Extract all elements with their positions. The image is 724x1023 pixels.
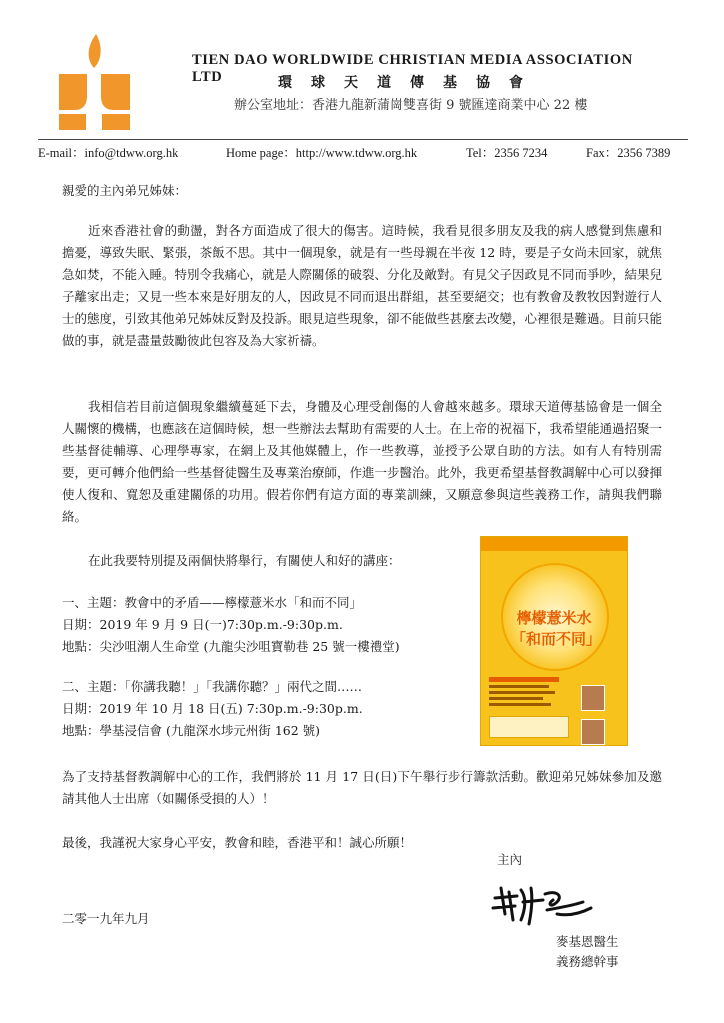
organization-name-chinese: 環球天道傳基協會 [278, 75, 542, 91]
in-the-lord: 主內 [497, 852, 523, 867]
signer-name: 麥基恩醫生 [556, 934, 619, 949]
email-link[interactable]: E-mail：info@tdww.org.hk [38, 146, 179, 160]
contact-bar [38, 139, 688, 162]
signatory [556, 932, 619, 972]
paragraph-3: 為了支持基督教調解中心的工作，我們將於 11 月 17 日(日)下午舉行步行籌款活動。歡迎弟兄姊妹參加及邀請其他人士出席（如關係受損的人）！ [62, 769, 662, 806]
telephone: Tel：2356 7234 [466, 146, 548, 160]
salutation: 親愛的主內弟兄姊妹： [62, 183, 188, 198]
poster-event-info [489, 677, 571, 738]
fax: Fax：2356 7389 [586, 146, 671, 160]
letter-date: 二零一九年九月 [62, 911, 150, 926]
paragraph-1: 近來香港社會的動盪，對各方面造成了很大的傷害。這時候，我看見很多朋友及我的病人感覺到焦慮和擔憂，導致失眠、緊張，茶飯不思。其中一個現象，就是有一些母親在半夜 12 時，要是子女尚未回家，就焦急如焚，不能入睡。特別令我痛心，就是人際關係的破裂、分化及敵對。有見父子因政見不同而爭吵，結果兒子離家出走；又見一些本來是好朋友的人，因政見不同而退出群組，甚至要絕交；也有教會及教牧因對遊行人士的態度，引致其他弟兄姊妹反對及投訴。眼見這些現象，卻不能做些甚麼去改變，心裡很是難過。目前只能做的事，就是盡量鼓勵彼此包容及為大家祈禱。 [62, 223, 663, 348]
handwritten-signature [487, 880, 597, 930]
organization-name-english: TIEN DAO WORLDWIDE CHRISTIAN MEDIA ASSOCIATION LTD [192, 52, 633, 85]
poster-header-ribbon [481, 537, 627, 551]
paragraph-2: 我相信若目前這個現象繼續蔓延下去，身體及心理受創傷的人會越來越多。環球天道傳基協會是一個全人關懷的機構，也應該在這個時候，想一些辦法去幫助有需要的人士。在上帝的祝福下，我希望能通過招聚一些基督徒輔導、心理學專家，在網上及其他媒體上，作一些教導，並授予公眾自助的方法。如有人有特別需要，更可轉介他們給一些基督徒醫生及專業治療師，作進一步醫治。此外，我更希望基督教調解中心可以發揮使人復和、寬恕及重建關係的功用。假若你們有這方面的專業訓練，又願意參與這些義務工作，請與我們聯絡。 [62, 399, 663, 524]
talk-1-venue: 地點：尖沙咀潮人生命堂 (九龍尖沙咀寶勒巷 25 號一樓禮堂) [62, 639, 400, 654]
talk-2-venue: 地點：學基浸信會 (九龍深水埗元州街 162 號) [62, 723, 321, 738]
poster-title: 檸檬薏米水「和而不同」 [511, 609, 602, 648]
talks-intro: 在此我要特別提及兩個快將舉行，有關使人和好的講座： [88, 553, 401, 568]
closing: 最後，我謹祝大家身心平安，教會和睦，香港平和！誠心所願！ [62, 835, 413, 850]
talk-1-topic: 一、主題：教會中的矛盾——檸檬薏米水「和而不同」 [62, 595, 363, 610]
office-address: 辦公室地址：香港九龍新蒲崗雙喜街 9 號匯達商業中心 22 樓 [234, 98, 588, 113]
signer-title: 義務總幹事 [556, 954, 619, 969]
event-poster [480, 536, 628, 746]
talk-2-date: 日期：2019 年 10 月 18 日(五) 7:30p.m.-9:30p.m. [62, 701, 363, 716]
talk-2-topic: 二、主題：「你講我聽！」「我講你聽？」兩代之間…… [62, 679, 363, 694]
speaker-photo [581, 719, 605, 745]
talk-1-date: 日期：2019 年 9 月 9 日(一)7:30p.m.-9:30p.m. [62, 617, 343, 632]
speaker-photo [581, 685, 605, 711]
organization-logo [56, 30, 132, 132]
homepage-link[interactable]: Home page：http://www.tdww.org.hk [226, 146, 418, 160]
